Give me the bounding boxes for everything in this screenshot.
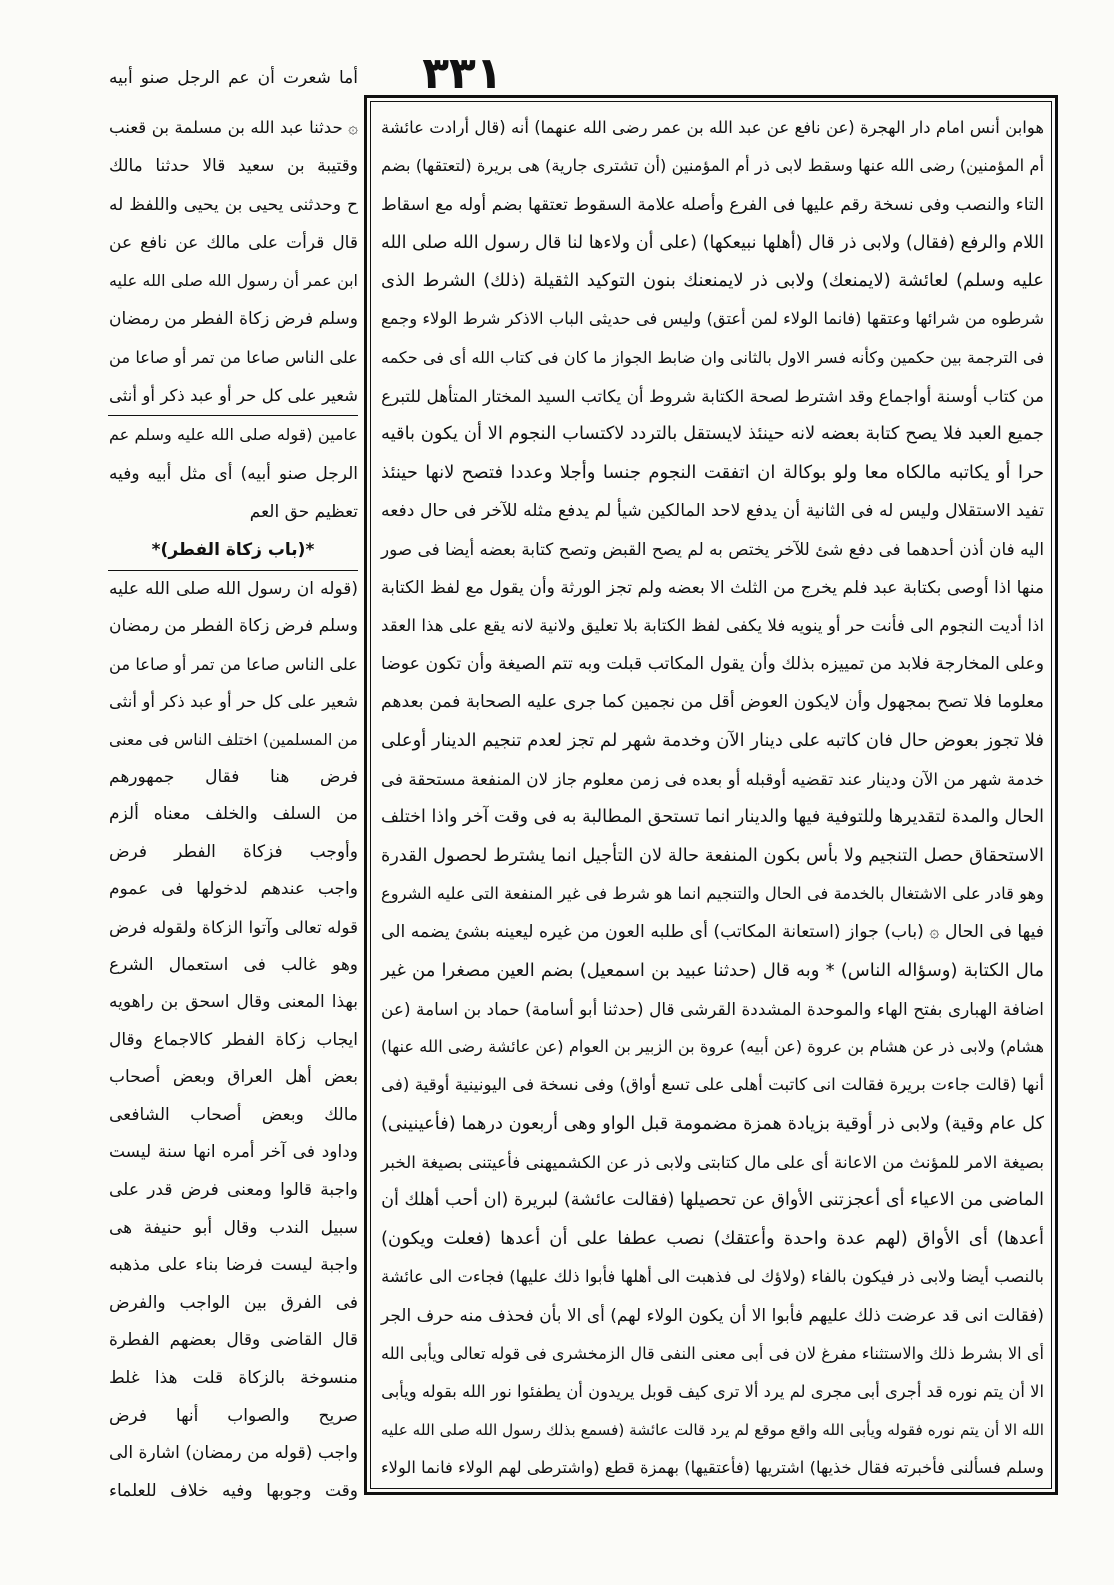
margin-commentary-block xyxy=(108,416,358,569)
margin-matn-line: على الناس صاعا من تمر أو صاعا من xyxy=(108,347,358,367)
margin-sharh-block xyxy=(108,571,358,1511)
main-text-line: شرطوه من شرائها وعتقها (فانما الولاء لمن أعتق) وليس فى حديثى الباب الاذكر شرط الولاء وجمع xyxy=(380,309,1044,329)
margin-commentary-line: الرجل صنو أبيه) أى مثل أبيه وفيه xyxy=(108,463,358,484)
margin-top-block xyxy=(108,59,358,109)
main-text-line: من كتاب أوسنة أواجماع وقد اشترط لصحة الكتابة شروط أن يكاتب السيد المختار المتأهل للتبرع xyxy=(381,386,1044,407)
main-text-line: اللام والرفع (فقال) ولابى ذر قال (أهلها نبيعكها) (على أن ولاءها لنا قال رسول الله صلى الله xyxy=(381,232,1044,253)
margin-sharh-line: من السلف والخلف معناه ألزم xyxy=(109,804,358,825)
main-text-line: فى الترجمة بين حكمين وكأنه فسر الاول بالثانى وان ضابط الجواز ما كان فى كتاب الله أى فى حكمه xyxy=(381,347,1044,367)
main-text-line: خدمة شهر من الآن ودينار عند تقضيه أوقبله أو بعده فى زمن معلوم جاز لان المنفعة مستحقة فى xyxy=(381,769,1044,790)
main-text-line: هوابن أنس امام دار الهجرة (عن نافع عن عبد الله بن عمر رضى الله عنهما) أنه (قال أرادت عائشة xyxy=(381,118,1044,137)
main-text-line: تفيد الاستقلال وليس له فى الثانية أن يدفع لاحد المالكين شيأ لم يدفع مثله للآخر فى حال دفعه xyxy=(381,500,1044,521)
main-text-line: منها اذا أوصى بكتابة عبد فلم يخرج من الثلث الا بعضه ولم تجز الورثة وأن يقول مع لفظ الكتابة xyxy=(380,577,1044,598)
margin-sharh-line: واجبة قالوا ومعنى فرض قدر على xyxy=(109,1180,358,1201)
margin-matn-line: وسلم فرض زكاة الفطر من رمضان xyxy=(108,309,358,330)
margin-sharh-line: قال القاضى وقال بعضهم الفطرة xyxy=(109,1330,358,1351)
main-text-line: وعلى المخارجة فلابد من تمييزه بذلك وأن يقول المكاتب قبلت وبه تتم الصيغة وأن تكون عوضا xyxy=(380,654,1044,675)
margin-sharh-line: وهو غالب فى استعمال الشرع xyxy=(109,954,358,975)
margin-sharh-line: واجب (قوله من رمضان) اشارة الى xyxy=(109,1443,358,1464)
margin-commentary-line: تعظيم حق العم xyxy=(249,501,358,522)
main-text-line: الله الا أن يتم نوره فقوله ويأبى الله واقع موقع لم يرد قالت عائشة (فسمع بذلك رسول الله صلى الله عليه xyxy=(380,1421,1044,1440)
main-text-line: فيها فى الحال ۞ (باب) جواز (استعانة المكاتب) أى طلبه العون من غيره ليعينه بشئ يضمه الى xyxy=(380,922,1044,943)
margin-sharh-line: فرض هنا فقال جمهورهم xyxy=(109,766,358,787)
main-text-line: فلا تجوز بعوض حال فان كاتبه على دينار الآن وخدمة شهر لم تجز لعدم تنجيم الدينار أوعلى xyxy=(381,729,1044,751)
main-text-line: وسلم فسألنى فأخبرته فقال خذيها) اشتريها (فأعتقيها) بهمزة قطع (واشترطى لهم الولاء فانما الولاء xyxy=(381,1458,1044,1478)
margin-sharh-line: بعض أهل العراق وبعض أصحاب xyxy=(109,1067,358,1088)
margin-top-line: أما شعرت أن عم الرجل صنو أبيه xyxy=(108,68,358,88)
margin-matn-line: شعير على كل حر أو عبد ذكر أو أنثى xyxy=(108,386,358,406)
main-text-line: الحال والمدة لتقديرها وللتوفية فيها والدينار انما تستحق المطالبة به فى وقت آخر واذا اختلف xyxy=(380,807,1044,828)
main-text-line: عليه وسلم) لعائشة (لايمنعك) ولابى ذر لايمنعنك بنون التوكيد الثقيلة (ذلك) الشرط الذى xyxy=(381,270,1044,292)
margin-sharh-line: بهذا المعنى وقال اسحق بن راهويه xyxy=(109,992,358,1013)
main-text-line: (فقالت انى قد عرضت ذلك عليهم فأبوا الا أن يكون الولاء لهم) أى الا بأن فحذف منه حرف الجر xyxy=(381,1305,1044,1326)
main-text-line: بصيغة الامر للمؤنث من الاعانة أى على مال كتابتى ولابى ذر عن الكشميهنى فأعيتنى بصيغة الخبر xyxy=(381,1152,1044,1173)
main-text-line: الماضى من الاعياء أى أعجزتنى الأواق عن تحصيلها (فقالت عائشة) لبريرة (ان أحب أهلك أن xyxy=(381,1190,1044,1211)
margin-sharh-line: مالك وبعض أصحاب الشافعى xyxy=(109,1104,358,1125)
margin-matn-line: ۞ حدثنا عبد الله بن مسلمة بن قعنب xyxy=(108,118,358,137)
main-text-line: التاء والنصب وفى نسخة رقم عليها فى الفرع وأصله علامة السقوط تعتقها بضم أوله مع اسقاط xyxy=(380,194,1044,215)
main-text-line: معلوما فلا تصح بمجهول وأن لايكون العوض أقل من نجمين كما جرى عليه الصحابة فمن بعدهم xyxy=(380,692,1044,713)
margin-matn-line: قال قرأت على مالك عن نافع عن xyxy=(109,232,358,253)
main-text-line: مال الكتابة (وسؤاله الناس) * وبه قال (حدثنا عبيد بن اسمعيل) بضم العين مصغرا من غير xyxy=(381,959,1044,981)
margin-matn-line: وقتيبة بن سعيد قالا حدثنا مالك xyxy=(109,156,358,177)
margin-sharh-line: وسلم فرض زكاة الفطر من رمضان xyxy=(108,616,358,637)
main-text-column xyxy=(380,109,1044,1488)
main-text-line: اذا أديت النجوم الى فأنت حر أو ينويه فلا يكفى لفظ الكتابة بلا تعليق ولانية لانه يقع على هذا العقد xyxy=(381,615,1044,635)
margin-sharh-line: واجب عندهم لدخولها فى عموم xyxy=(109,879,358,900)
margin-sharh-line: فى الفرق بين الواجب والفرض xyxy=(109,1292,358,1313)
main-text-line: وهو قادر على الاشتغال بالخدمة فى الحال والتنجيم انما هو شرط فى غير المنفعة التى عليه الشروع xyxy=(381,883,1044,903)
margin-sharh-line: على الناس صاعا من تمر أو صاعا من xyxy=(108,654,358,674)
main-text-line: بالنصب أيضا ولابى ذر فيكون بالفاء (ولاؤك لى فذهبت الى أهلها فأبوا ذلك عليها) فجاءت الى عائشة xyxy=(381,1266,1044,1286)
main-text-line: اضافة الهبارى بفتح الهاء والموحدة المشددة القرشى قال (حدثنا أبو أسامة) حماد بن اسامة (عن xyxy=(381,998,1044,1019)
main-text-line: الاستحقاق حصل التنجيم ولا بأس بكون المنفعة حالة لان التأجيل انما يشترط لحصول القدرة xyxy=(380,845,1044,866)
main-text-line: جميع العبد فلا يصح كتابة بعضه لانه حينئذ لايستقل بالتردد لاكتساب النجوم الا أن يكون باقيه xyxy=(381,423,1044,445)
margin-sharh-line: ايجاب زكاة الفطر كالاجماع وقال xyxy=(109,1029,358,1050)
main-text-line: كل عام وقية) ولابى ذر أوقية بزيادة همزة مضمومة قبل الواو وهى أربعون درهما (فأعينينى) xyxy=(381,1113,1044,1134)
margin-sharh-line: (قوله ان رسول الله صلى الله عليه xyxy=(109,578,358,599)
margin-sharh-line: شعير على كل حر أو عبد ذكر أو أنثى xyxy=(108,692,358,712)
margin-sharh-line: قوله تعالى وآتوا الزكاة ولقوله فرض xyxy=(109,916,358,937)
main-text-line: هشام) ولابى ذر عن هشام بن عروة (عن أبيه) عروة بن الزبير بن العوام (عن عائشة رضى الله عنها) xyxy=(380,1037,1044,1057)
margin-column xyxy=(108,59,358,1510)
page-number: ٣٣١ xyxy=(422,48,503,99)
margin-sharh-line: وداود فى آخر أمره انها سنة ليست xyxy=(108,1142,358,1163)
margin-sharh-line: صريح والصواب أنها فرض xyxy=(108,1405,358,1426)
main-text-line: أنها (قالت جاءت بريرة فقالت انى كاتبت أهلى على تسع أواق) وفى نسخة فى اليونينية أوقية (فى xyxy=(381,1075,1044,1095)
margin-matn-line: ح وحدثنى يحيى بن يحيى واللفظ له xyxy=(108,194,358,215)
main-text-line: اليه فان أذن أحدهما فى دفع شئ للآخر يختص به لم يصح القبض وتصح كتابة بعضه أيضا فى صور xyxy=(381,539,1044,560)
main-text-line: أى الا بشرط ذلك والاستثناء مفرغ لان فى أبى معنى النفى قال الزمخشرى فى قوله تعالى ويأبى الله xyxy=(380,1343,1044,1363)
margin-commentary-line: عامين (قوله صلى الله عليه وسلم عم xyxy=(109,425,358,445)
margin-sharh-line: من المسلمين) اختلف الناس فى معنى xyxy=(108,729,358,749)
margin-sharh-line: وأوجب فزكاة الفطر فرض xyxy=(109,841,358,862)
margin-matn-block xyxy=(108,109,358,415)
main-text-line: أعدها) أى الأواق (لهم عدة واحدة وأعتقك) نصب عطفا على أن أعدها (فعلت ويكون) xyxy=(381,1227,1044,1249)
margin-sharh-line: واجبة ليست فرضا بناء على مذهبه xyxy=(108,1255,358,1276)
chapter-heading: *(باب زكاة الفطر)* xyxy=(151,540,315,561)
main-text-line: حرا أو يكاتبه مالكاه معا ولو بوكالة ان اتفقت النجوم جنسا وأجلا وعددا فتصح لانها حينئذ xyxy=(381,461,1044,483)
margin-sharh-line: سبيل الندب وقال أبو حنيفة هى xyxy=(109,1217,358,1238)
margin-matn-line: ابن عمر أن رسول الله صلى الله عليه xyxy=(108,271,358,291)
margin-sharh-line: منسوخة بالزكاة قلت هذا غلط xyxy=(109,1368,358,1389)
margin-sharh-line: وقت وجوبها وفيه خلاف للعلماء xyxy=(109,1480,358,1501)
main-text-line: الا أن يتم نوره قد أجرى أبى مجرى لم يرد ألا ترى كيف قوبل يريدون أن يطفئوا نور الله بقوله ويأبى xyxy=(381,1381,1044,1401)
main-text-line: أم المؤمنين) رضى الله عنها وسقط لابى ذر أم المؤمنين (أن تشترى جارية) هى بريرة (لتعتقها) بضم xyxy=(381,156,1044,176)
